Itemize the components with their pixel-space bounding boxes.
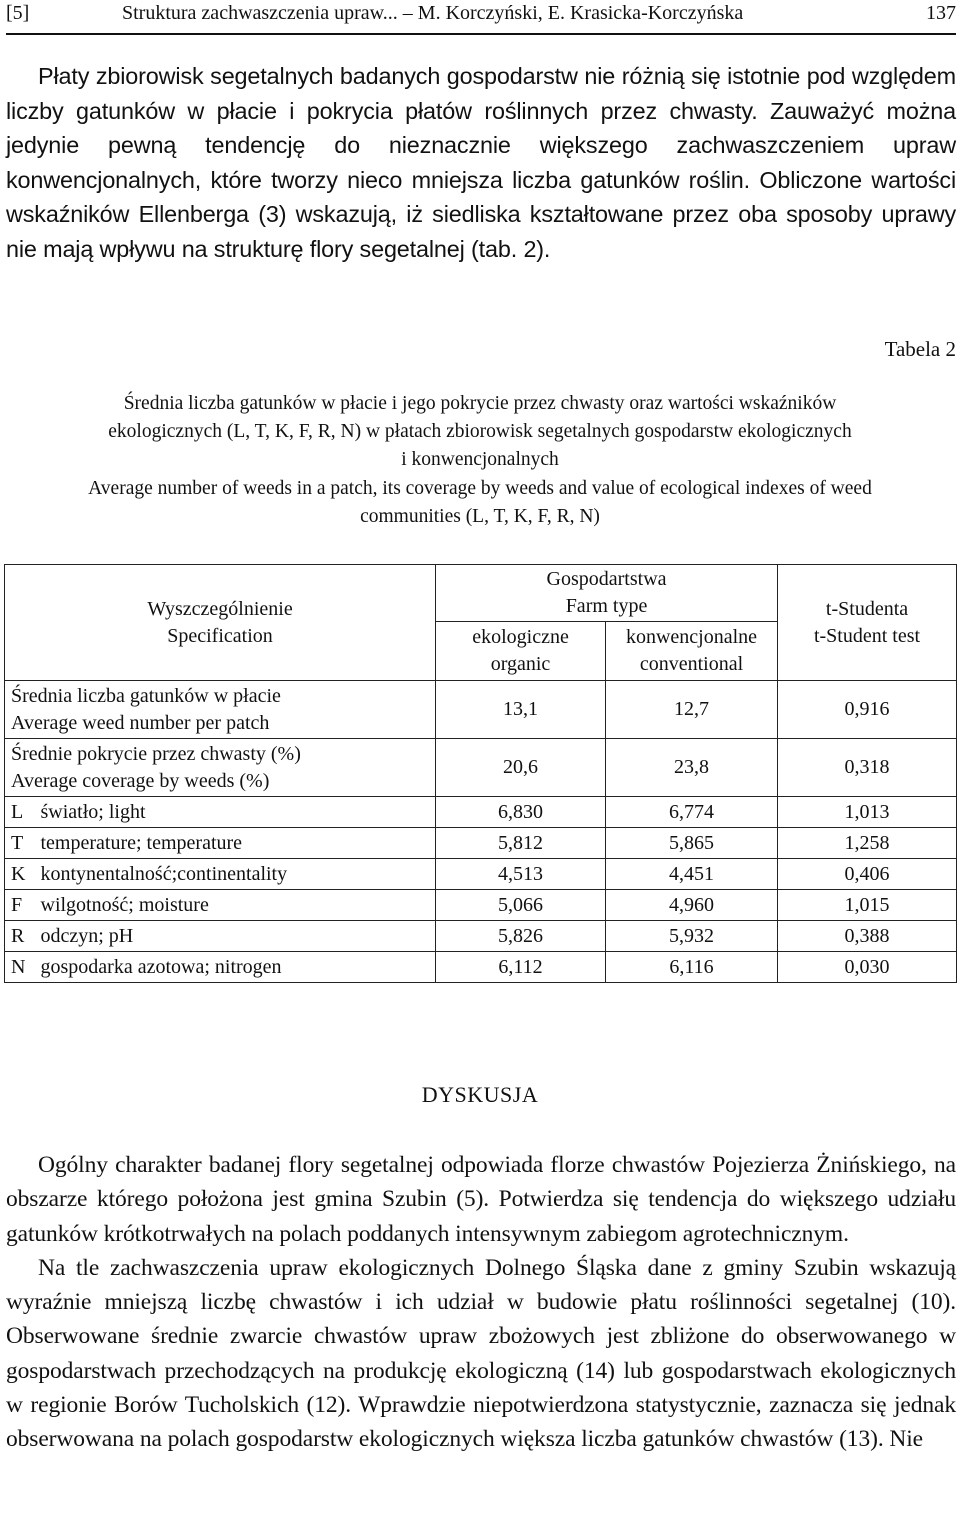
conventional-value: 4,960 [606, 890, 778, 921]
organic-value: 5,826 [436, 921, 606, 952]
index-code: N [5, 952, 35, 983]
discussion-paragraph: Na tle zachwaszczenia upraw ekologicznych Dolnego Śląska dane z gminy Szubin wskazują wyraźnie mniejszą liczbę chwastów i ich udział w budowie płatu roślinności segetalnej (10). Obserwowane średnie zwarcie chwastów upraw zbożowych jest zbliżone do obserwowanego w gospodarstwach przechodzących na produkcję ekologiczną (14) lub gospodarstwach ekologicznych w regionie Borów Tucholskich (12). Wprawdzie niepotwierdzona statystycznie, zaznacza się jednak obserwowana na polach gospodarstw ekologicznych większa liczba gatunków chwastów (13). Nie [6, 1254, 956, 1453]
organic-header: ekologiczne organic [436, 622, 606, 681]
table-row [5, 921, 957, 952]
row-label: Średnie pokrycie przez chwasty (%) Average coverage by weeds (%) [5, 739, 436, 797]
conventional-value: 5,932 [606, 921, 778, 952]
index-label: kontynentalność;continentality [35, 859, 436, 890]
conventional-header: konwencjonalne conventional [606, 622, 778, 681]
table-row [5, 681, 957, 739]
conventional-value: 6,116 [606, 952, 778, 983]
index-label: wilgotność; moisture [35, 890, 436, 921]
caption-en-line: Average number of weeds in a patch, its coverage by weeds and value of ecological indexes of weed [88, 477, 872, 499]
running-header [6, 0, 956, 30]
conventional-value: 5,865 [606, 828, 778, 859]
index-label: temperature; temperature [35, 828, 436, 859]
table-row [5, 828, 957, 859]
t-test-value: 1,258 [778, 828, 957, 859]
running-title: Struktura zachwaszczenia upraw... – M. Korczyński, E. Krasicka-Korczyńska [122, 2, 744, 24]
caption-pl-line: ekologicznych (L, T, K, F, R, N) w płatach zbiorowisk segetalnych gospodarstw ekologicznych [108, 421, 852, 443]
table-row [5, 797, 957, 828]
index-label: odczyn; pH [35, 921, 436, 952]
index-code: R [5, 921, 35, 952]
index-code: K [5, 859, 35, 890]
table-row [5, 952, 957, 983]
section-heading: DYSKUSJA [421, 1082, 539, 1107]
t-test-value: 1,013 [778, 797, 957, 828]
t-test-header: t-Studenta t-Student test [778, 565, 957, 681]
t-test-value: 0,030 [778, 952, 957, 983]
page-number: 137 [926, 2, 956, 24]
table-row [5, 739, 957, 797]
index-label: gospodarka azotowa; nitrogen [35, 952, 436, 983]
t-test-value: 1,015 [778, 890, 957, 921]
intro-paragraph: Płaty zbiorowisk segetalnych badanych gospodarstw nie różnią się istotnie pod względem liczby gatunków w płacie i pokrycia płatów roślinnych przez chwasty. Zauważyć można jedynie pewną tendencję do nieznacznie większego zachwaszczeniem upraw konwencjonalnych, które tworzy nieco mniejsza liczba gatunków roślin. Obliczone wartości wskaźników Ellenberga (3) wskazują, iż siedliska kształtowane przez oba sposoby uprawy nie mają wpływu na strukturę flory segetalnej (tab. 2). [6, 63, 956, 262]
index-code: T [5, 828, 35, 859]
header-rule [6, 33, 956, 35]
row-label: Średnia liczba gatunków w płacie Average weed number per patch [5, 681, 436, 739]
index-code: L [5, 797, 35, 828]
organic-value: 6,830 [436, 797, 606, 828]
index-code: F [5, 890, 35, 921]
t-test-value: 0,916 [778, 681, 957, 739]
conventional-value: 12,7 [606, 681, 778, 739]
conventional-value: 23,8 [606, 739, 778, 797]
organic-value: 5,066 [436, 890, 606, 921]
conventional-value: 4,451 [606, 859, 778, 890]
discussion-body [6, 1148, 956, 1457]
caption-pl-line: Średnia liczba gatunków w płacie i jego pokrycie przez chwasty oraz wartości wskaźników [123, 393, 837, 414]
table-label: Tabela 2 [884, 337, 956, 361]
table-row [5, 890, 957, 921]
conventional-value: 6,774 [606, 797, 778, 828]
index-label: światło; light [35, 797, 436, 828]
discussion-paragraph: Ogólny charakter badanej flory segetalnej odpowiada florze chwastów Pojezierza Żnińskiego, na obszarze którego położona jest gmina Szubin (5). Potwierdza się tendencja do większego udziału gatunków krótkotrwałych na polach poddanych intensywnym zabiegom agrotechnicznym. [6, 1152, 956, 1247]
table-caption [0, 390, 960, 531]
section-number: [5] [6, 2, 30, 24]
organic-value: 20,6 [436, 739, 606, 797]
header-row [5, 565, 957, 622]
organic-value: 4,513 [436, 859, 606, 890]
spec-header: Wyszczególnienie Specification [5, 565, 436, 681]
t-test-value: 0,406 [778, 859, 957, 890]
organic-value: 13,1 [436, 681, 606, 739]
t-test-value: 0,388 [778, 921, 957, 952]
data-table [4, 564, 957, 983]
organic-value: 5,812 [436, 828, 606, 859]
t-test-value: 0,318 [778, 739, 957, 797]
farm-type-header: Gospodartstwa Farm type [436, 565, 778, 622]
caption-en-line: communities (L, T, K, F, R, N) [360, 505, 600, 527]
table-row [5, 859, 957, 890]
organic-value: 6,112 [436, 952, 606, 983]
caption-pl-line: i konwencjonalnych [401, 449, 559, 471]
